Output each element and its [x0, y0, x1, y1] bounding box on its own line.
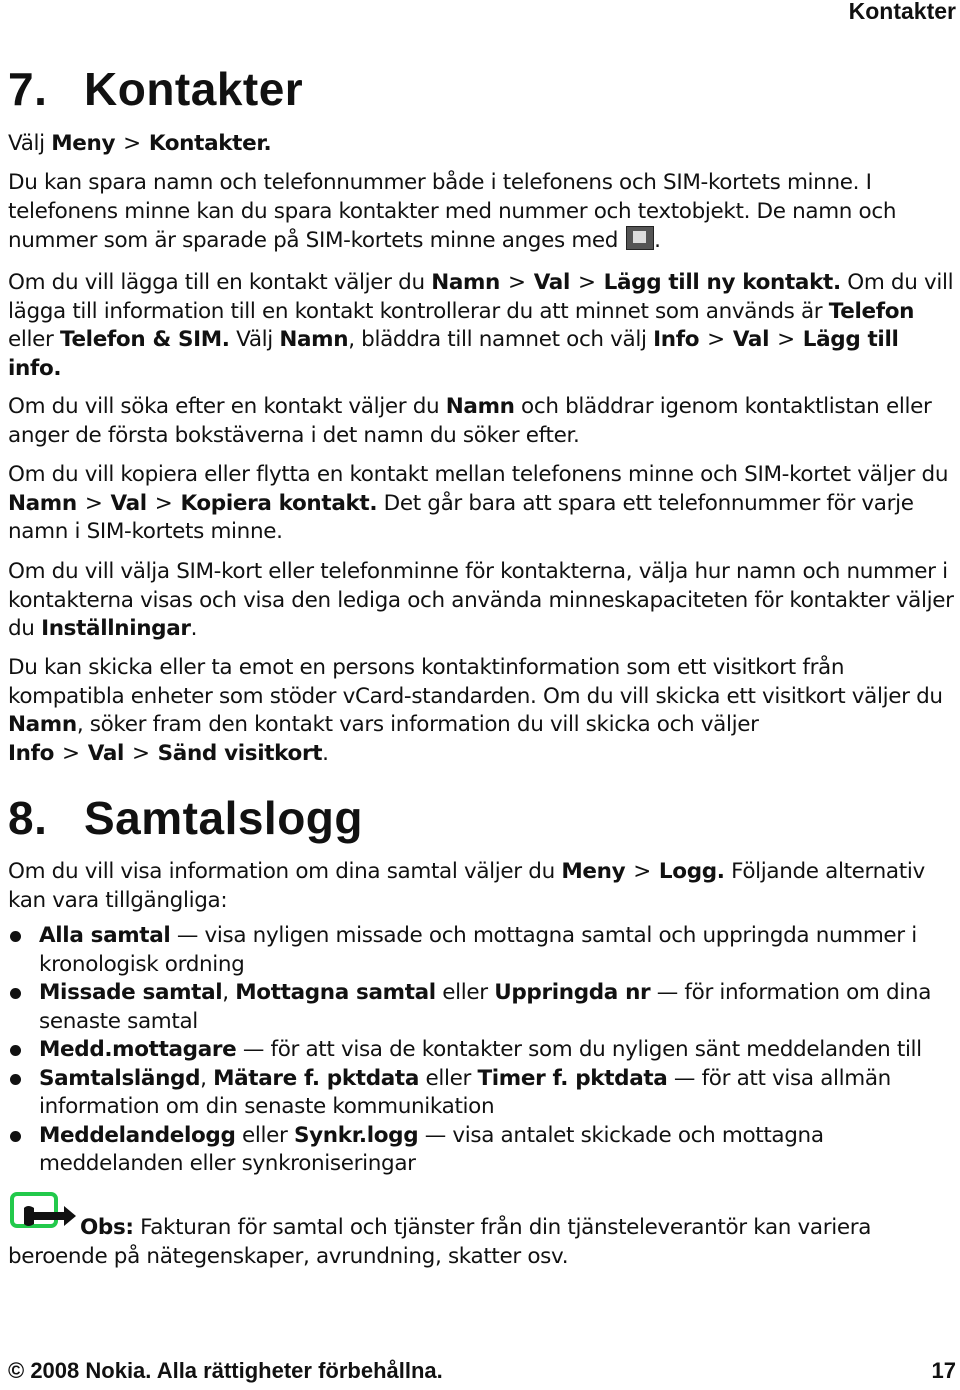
bullet-icon: [10, 931, 21, 942]
paragraph-settings: Om du vill välja SIM-kort eller telefonminne för kontakterna, välja hur namn och nummer i kontakterna visas och visa den lediga och använda minneskapaciteten för kontakter väljer du Inställningar.: [8, 559, 954, 641]
paragraph-copy-contact: Om du vill kopiera eller flytta en kontakt mellan telefonens minne och SIM-kortet väljer du Namn > Val > Kopiera kontakt. Det går bara att spara ett telefonnummer för varje namn i SIM-kortets minne.: [8, 462, 949, 544]
bullet-icon: [10, 1045, 21, 1056]
paragraph-search-contact: Om du vill söka efter en kontakt väljer du Namn och bläddrar igenom kontaktlistan eller anger de första bokstäverna i det namn du söker efter.: [8, 394, 932, 448]
section-title: Samtalslogg: [84, 792, 364, 844]
list-item: Medd.mottagare — för att visa de kontakter som du nyligen sänt meddelanden till: [8, 1036, 956, 1065]
list-item: Samtalslängd, Mätare f. pktdata eller Timer f. pktdata — för att visa allmän information om din senaste kommunikation: [8, 1065, 956, 1122]
list-item: Meddelandelogg eller Synkr.logg — visa antalet skickade och mottagna meddelanden eller synkroniseringar: [8, 1122, 956, 1179]
paragraph-storage-info: Du kan spara namn och telefonnummer både i telefonens och SIM-kortets minne. I telefonens minne kan du spara kontakter med nummer och textobjekt. De namn och nummer som är sparade på SIM-kortets minne anges med .: [8, 170, 897, 253]
bullet-icon: [10, 1131, 21, 1142]
page-footer: [8, 1358, 956, 1384]
bullet-icon: [10, 1074, 21, 1085]
list-item: Missade samtal, Mottagna samtal eller Uppringda nr — för information om dina senaste samtal: [8, 979, 956, 1036]
paragraph-add-contact: Om du vill lägga till en kontakt väljer du Namn > Val > Lägg till ny kontakt. Om du vill lägga till information till en kontakt kontrollerar du att minnet som används är Telefon eller Telefon & SIM. Välj Namn, bläddra till namnet och välj Info > Val > Lägg till info.: [8, 270, 954, 381]
section-heading-samtalslogg: [8, 791, 363, 845]
section-heading-kontakter: [8, 62, 303, 116]
copyright-text: © 2008 Nokia. Alla rättigheter förbehållna.: [8, 1358, 443, 1383]
section-title: Kontakter: [84, 63, 304, 115]
log-options-list: [8, 922, 956, 1179]
note-paragraph: Obs: Fakturan för samtal och tjänster från din tjänsteleverantör kan variera beroende på nätegenskaper, avrundning, skatter osv.: [8, 1215, 872, 1269]
list-item: Alla samtal — visa nyligen missade och mottagna samtal och uppringda nummer i kronologisk ordning: [8, 922, 956, 979]
paragraph-vcard: Du kan skicka eller ta emot en persons kontaktinformation som ett visitkort från kompatibla enheter som stöder vCard-standarden. Om du vill skicka ett visitkort väljer du Namn, söker fram den kontakt vars information du vill skicka och väljer Info > Val > Sänd visitkort.: [8, 655, 943, 766]
paragraph-log-intro: Om du vill visa information om dina samtal väljer du Meny > Logg. Följande alternativ kan vara tillgängliga:: [8, 859, 925, 913]
bullet-icon: [10, 988, 21, 999]
sim-memory-icon: [626, 226, 654, 250]
paragraph-menu-path: Välj Meny > Kontakter.: [8, 131, 272, 156]
section-number: 7.: [8, 63, 48, 115]
running-header: Kontakter: [848, 0, 956, 24]
page-number: 17: [931, 1358, 956, 1383]
section-number: 8.: [8, 792, 48, 844]
